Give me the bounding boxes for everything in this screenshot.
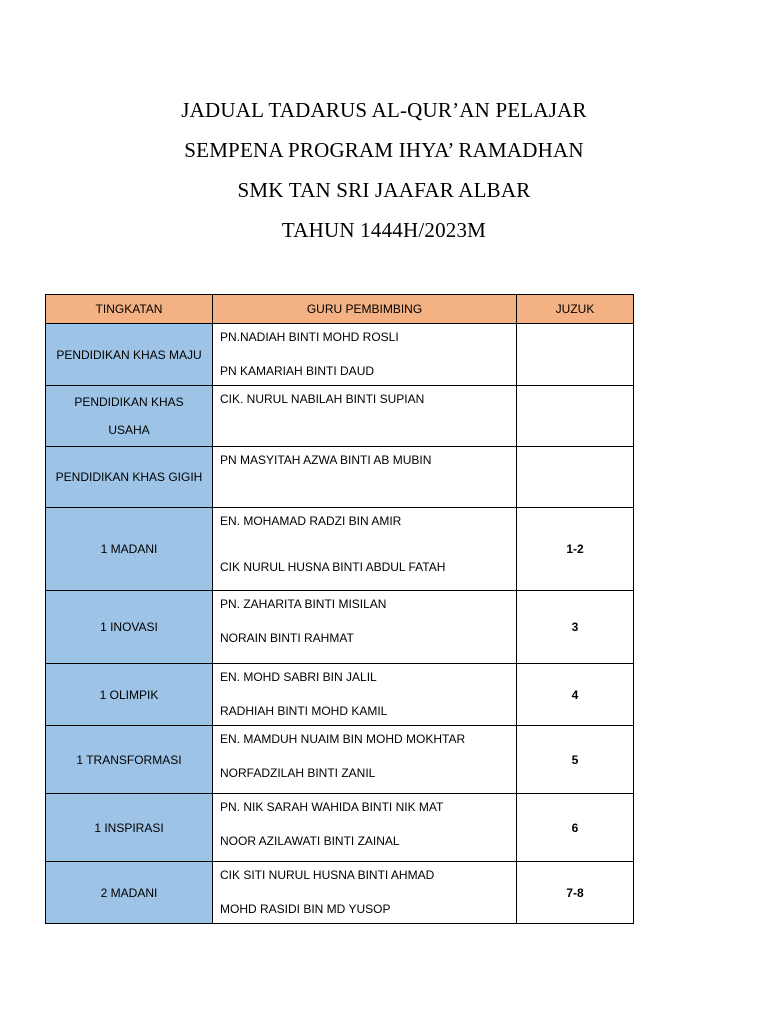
juzuk-cell: 7-8 xyxy=(517,862,634,924)
guru-name: NOOR AZILAWATI BINTI ZAINAL xyxy=(220,834,400,848)
table-row xyxy=(46,794,634,862)
tingkatan-cell xyxy=(46,386,213,447)
title-line: JADUAL TADARUS AL-QUR’AN PELAJAR xyxy=(181,98,587,122)
tingkatan-cell xyxy=(46,664,213,726)
guru-name: CIK. NURUL NABILAH BINTI SUPIAN xyxy=(220,392,425,406)
guru-name: CIK NURUL HUSNA BINTI ABDUL FATAH xyxy=(220,560,446,574)
juzuk-cell xyxy=(517,386,634,447)
tingkatan-label: 2 MADANI xyxy=(100,885,158,900)
juzuk-cell: 4 xyxy=(517,664,634,726)
guru-name: PN.NADIAH BINTI MOHD ROSLI xyxy=(220,330,399,344)
juzuk-cell xyxy=(517,447,634,508)
tingkatan-cell xyxy=(46,591,213,664)
document-title xyxy=(0,90,768,250)
guru-cell xyxy=(213,591,517,664)
table-row xyxy=(46,591,634,664)
table-row xyxy=(46,447,634,508)
guru-name: EN. MOHD SABRI BIN JALIL xyxy=(220,670,377,684)
guru-name: NORFADZILAH BINTI ZANIL xyxy=(220,766,376,780)
tingkatan-label: 1 INOVASI xyxy=(100,620,158,634)
tingkatan-cell xyxy=(46,726,213,794)
tingkatan-cell xyxy=(46,508,213,591)
guru-cell xyxy=(213,664,517,726)
tingkatan-label: PENDIDIKAN KHAS GIGIH xyxy=(55,470,203,484)
table-row xyxy=(46,664,634,726)
tingkatan-cell xyxy=(46,324,213,386)
title-line: SEMPENA PROGRAM IHYA’ RAMADHAN xyxy=(184,138,584,162)
guru-name: PN KAMARIAH BINTI DAUD xyxy=(220,364,375,378)
guru-cell xyxy=(213,447,517,508)
guru-cell xyxy=(213,386,517,447)
header-juzuk: JUZUK xyxy=(517,295,634,324)
table-row xyxy=(46,726,634,794)
guru-name: PN MASYITAH AZWA BINTI AB MUBIN xyxy=(220,453,432,467)
guru-cell xyxy=(213,726,517,794)
juzuk-cell: 3 xyxy=(517,591,634,664)
tingkatan-label: 1 MADANI xyxy=(100,542,158,556)
header-guru-pembimbing: GURU PEMBIMBING xyxy=(213,295,517,324)
guru-name: EN. MAMDUH NUAIM BIN MOHD MOKHTAR xyxy=(220,732,466,746)
table-row xyxy=(46,508,634,591)
table-row xyxy=(46,862,634,924)
guru-name: RADHIAH BINTI MOHD KAMIL xyxy=(220,704,388,718)
guru-name: PN. NIK SARAH WAHIDA BINTI NIK MAT xyxy=(220,800,444,814)
tingkatan-cell xyxy=(46,862,213,924)
juzuk-cell: 5 xyxy=(517,726,634,794)
tingkatan-cell xyxy=(46,447,213,508)
title-line: TAHUN 1444H/2023M xyxy=(281,218,487,242)
juzuk-cell xyxy=(517,324,634,386)
tingkatan-cell xyxy=(46,794,213,862)
header-tingkatan: TINGKATAN xyxy=(46,295,213,324)
juzuk-cell: 1-2 xyxy=(517,508,634,591)
guru-cell xyxy=(213,862,517,924)
guru-cell xyxy=(213,508,517,591)
table-header-row xyxy=(46,295,634,324)
table-row xyxy=(46,386,634,447)
guru-cell xyxy=(213,324,517,386)
guru-name: MOHD RASIDI BIN MD YUSOP xyxy=(220,902,391,916)
title-line: SMK TAN SRI JAAFAR ALBAR xyxy=(237,178,531,202)
guru-name: PN. ZAHARITA BINTI MISILAN xyxy=(220,597,387,611)
tingkatan-label: 1 TRANSFORMASI xyxy=(76,752,182,767)
tadarus-table xyxy=(45,294,634,924)
tingkatan-label: 1 OLIMPIK xyxy=(99,687,159,702)
tingkatan-label: PENDIDIKAN KHAS USAHA xyxy=(74,395,184,437)
guru-name: NORAIN BINTI RAHMAT xyxy=(220,631,354,645)
guru-cell xyxy=(213,794,517,862)
juzuk-cell: 6 xyxy=(517,794,634,862)
table-row xyxy=(46,324,634,386)
tingkatan-label: 1 INSPIRASI xyxy=(94,820,164,835)
tingkatan-label: PENDIDIKAN KHAS MAJU xyxy=(56,347,202,362)
guru-name: CIK SITI NURUL HUSNA BINTI AHMAD xyxy=(220,868,435,882)
guru-name: EN. MOHAMAD RADZI BIN AMIR xyxy=(220,514,402,528)
